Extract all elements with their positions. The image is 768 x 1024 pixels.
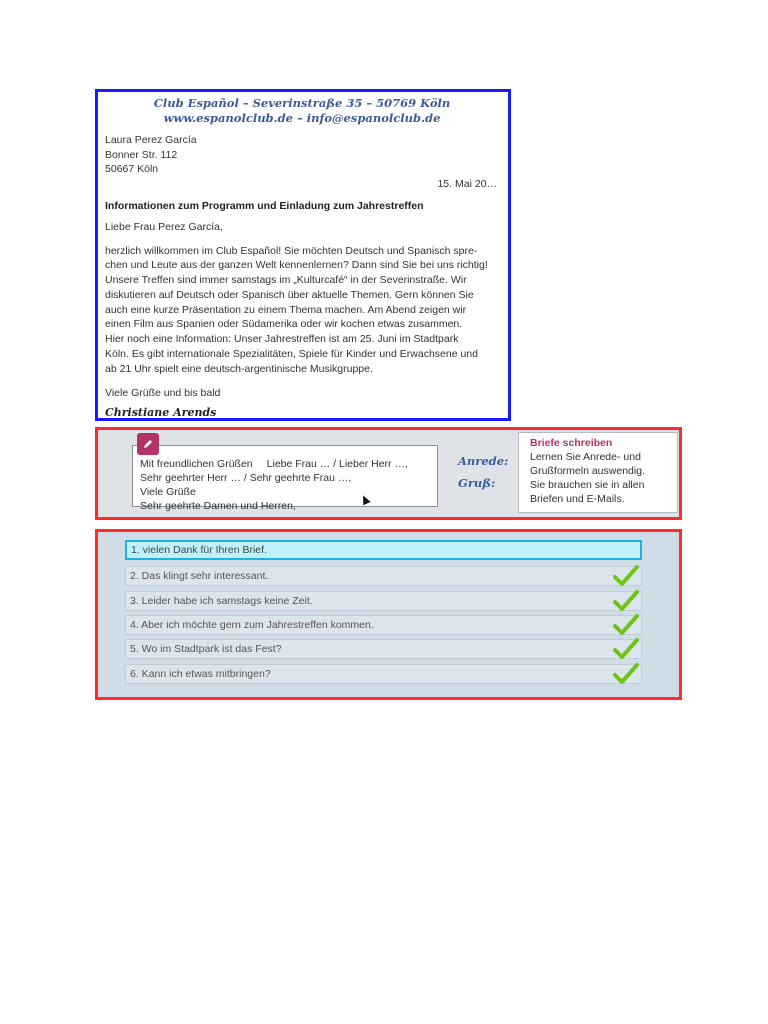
body-line: chen und Leute aus der ganzen Welt kennenlernen? Dann sind Sie bei uns richtig!	[105, 259, 488, 272]
body-line: herzlich willkommen im Club Español! Sie möchten Deutsch und Spanisch spre-	[105, 244, 478, 257]
sentence-text: 4. Aber ich möchte gern zum Jahrestreffen kommen.	[130, 619, 374, 631]
club-header: Club Español – Severinstraße 35 – 50769 Köln	[153, 96, 451, 110]
letter-subject: Informationen zum Programm und Einladung zum Jahrestreffen	[105, 199, 424, 212]
checkmark-icon	[613, 637, 639, 661]
pencil-icon	[137, 433, 159, 455]
sentence-text: 5. Wo im Stadtpark ist das Fest?	[130, 643, 282, 655]
body-line: diskutieren auf Deutsch oder Spanisch über aktuelle Themen. Gern können Sie	[105, 288, 474, 301]
body-line: Unsere Treffen sind immer samstags im „Kulturcafé“ in der Severinstraße. Wir	[105, 274, 467, 287]
tip-title: Briefe schreiben	[530, 437, 613, 449]
letter-closing: Viele Grüße und bis bald	[105, 386, 221, 399]
sentence-row[interactable]	[125, 639, 642, 659]
sentence-text: 3. Leider habe ich samstags keine Zeit.	[130, 595, 313, 607]
letter-date: 15. Mai 20…	[437, 177, 497, 190]
sentences-panel	[95, 529, 682, 700]
checkmark-icon	[613, 589, 639, 613]
letter-panel	[95, 89, 511, 421]
body-line: Köln. Es gibt internationale Spezialitäten, Spiele für Kinder und Erwachsene und	[105, 348, 478, 361]
address-line: Laura Perez García	[105, 134, 197, 146]
answer-labels	[458, 450, 508, 494]
word-bank	[132, 445, 438, 512]
tip-text	[530, 450, 668, 506]
exercise-panel	[95, 427, 682, 520]
tip-line: Briefen und E-Mails.	[530, 493, 625, 505]
tip-line: Grußformeln auswendig.	[530, 465, 645, 477]
tip-line: Sie brauchen sie in allen	[530, 479, 645, 491]
label-gruss[interactable]: Gruß:	[458, 476, 496, 490]
label-anrede[interactable]: Anrede:	[458, 454, 509, 468]
letter-salutation: Liebe Frau Perez García,	[105, 220, 223, 233]
sentence-row[interactable]	[125, 566, 642, 586]
body-line: Hier noch eine Information: Unser Jahrestreffen ist am 25. Juni im Stadtpark	[105, 333, 459, 346]
sentence-row[interactable]	[125, 615, 642, 635]
sentence-row[interactable]	[125, 664, 642, 684]
word-chip[interactable]: Sehr geehrter Herr … / Sehr geehrte Frau …,	[140, 472, 352, 484]
checkmark-icon	[613, 662, 639, 686]
body-line: auch eine kurze Präsentation zu einem Thema machen. Am Abend zeigen wir	[105, 303, 467, 316]
recipient-address	[105, 133, 499, 177]
club-contact: www.espanolclub.de – info@espanolclub.de	[163, 111, 441, 125]
sentence-text: 6. Kann ich etwas mitbringen?	[130, 668, 271, 680]
sentence-row[interactable]	[125, 540, 642, 560]
sentence-text: 1. vielen Dank für Ihren Brief.	[131, 544, 267, 556]
word-chip[interactable]: Mit freundlichen Grüßen	[140, 458, 253, 470]
sentence-row[interactable]	[125, 591, 642, 611]
body-line: einen Film aus Spanien oder Südamerika oder wir kochen etwas zusammen.	[105, 318, 463, 331]
word-chip[interactable]: Sehr geehrte Damen und Herren,	[140, 500, 296, 512]
address-line: Bonner Str. 112	[105, 148, 178, 161]
word-chip[interactable]: Viele Grüße	[140, 486, 196, 498]
checkmark-icon	[613, 613, 639, 637]
pencil-icon-glyph	[142, 438, 154, 450]
word-chip[interactable]: Liebe Frau … / Lieber Herr …,	[266, 458, 408, 470]
sentence-text: 2. Das klingt sehr interessant.	[130, 570, 269, 582]
letter-signature: Christiane Arends	[105, 405, 217, 419]
body-line: ab 21 Uhr spielt eine deutsch-argentinische Musikgruppe.	[105, 362, 373, 375]
tip-line: Lernen Sie Anrede- und	[530, 451, 641, 463]
checkmark-icon	[613, 564, 639, 588]
address-line: 50667 Köln	[105, 163, 159, 175]
tip-box	[518, 432, 678, 513]
letter-body	[105, 244, 499, 377]
